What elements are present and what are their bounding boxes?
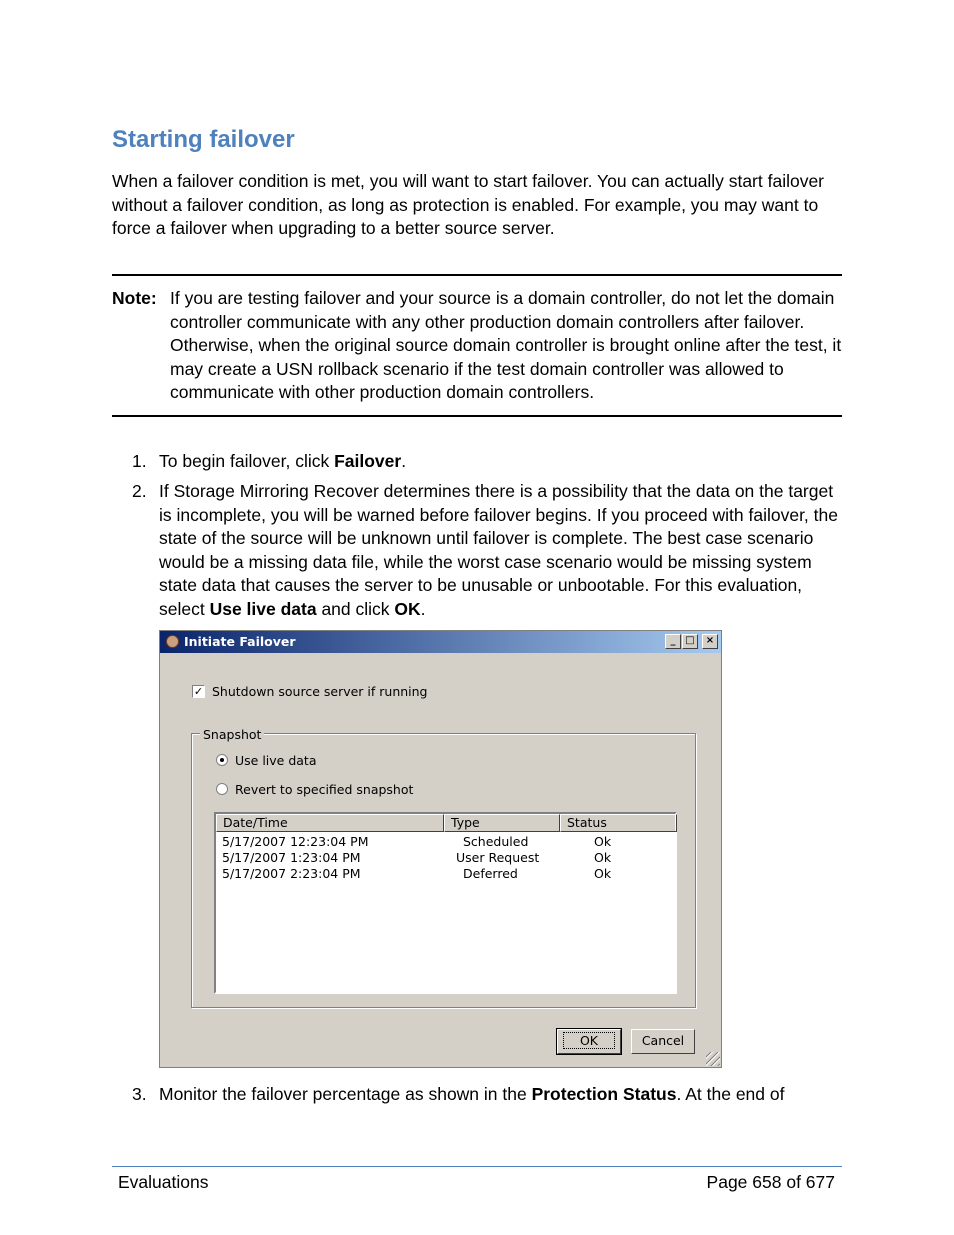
row-status: Ok xyxy=(594,866,612,881)
note-bottom-rule xyxy=(112,415,842,417)
dialog-title: Initiate Failover xyxy=(184,634,296,649)
step-2-text: If Storage Mirroring Recover determines there is a possibility that the data on the target is incomplete, you will be warned before failover begins. If you proceed with failover, the state of the source will be unknown until failover is complete. The best case scenario would be a missing data file, while the worst case scenario would be missing system state data that causes the server to be unusable or unbootable. For this evaluation, select Use live data and click OK. xyxy=(159,481,838,619)
cancel-button[interactable]: Cancel xyxy=(631,1029,695,1054)
step-3-number: 3. xyxy=(132,1084,147,1104)
shutdown-checkbox[interactable]: ✓ xyxy=(193,685,204,698)
row-datetime: 5/17/2007 2:23:04 PM xyxy=(222,866,361,881)
snapshot-list[interactable] xyxy=(214,812,677,994)
use-live-data-radio[interactable] xyxy=(216,754,228,766)
dialog-titlebar[interactable] xyxy=(160,631,721,653)
row-datetime: 5/17/2007 1:23:04 PM xyxy=(222,850,361,865)
row-type: Scheduled xyxy=(463,834,529,849)
app-icon xyxy=(166,635,179,648)
row-status: Ok xyxy=(594,834,612,849)
resize-grip-icon[interactable] xyxy=(706,1052,720,1066)
step-3-text: Monitor the failover percentage as shown in the Protection Status. At the end of xyxy=(159,1084,785,1104)
failover-link-text: Failover xyxy=(334,451,402,471)
footer-section: Evaluations xyxy=(118,1172,209,1192)
footer-page-number: Page 658 of 677 xyxy=(706,1172,835,1192)
ok-button[interactable]: OK xyxy=(557,1029,621,1054)
minimize-button[interactable]: _ xyxy=(665,634,681,649)
page-title: Starting failover xyxy=(112,126,295,153)
maximize-button[interactable]: □ xyxy=(682,634,698,649)
step-1-text: To begin failover, click Failover. xyxy=(159,451,407,471)
row-datetime: 5/17/2007 12:23:04 PM xyxy=(222,834,369,849)
step-2-number: 2. xyxy=(132,481,147,501)
use-live-data-label: Use live data xyxy=(235,753,317,768)
shutdown-checkbox-label: Shutdown source server if running xyxy=(212,684,428,699)
row-type: User Request xyxy=(456,850,540,865)
revert-snapshot-radio[interactable] xyxy=(216,783,228,795)
step-1-number: 1. xyxy=(132,451,147,471)
intro-paragraph: When a failover condition is met, you will want to start failover. You can actually start failover without a failover condition, as long as protection is enabled. For example, you may want to force a failover when upgrading to a better source server. xyxy=(112,171,825,238)
column-status[interactable]: Status xyxy=(560,814,677,832)
footer-rule xyxy=(112,1166,842,1167)
note-label: Note: xyxy=(112,288,157,308)
initiate-failover-dialog xyxy=(159,630,722,1068)
row-status: Ok xyxy=(594,850,612,865)
snapshot-list-header xyxy=(216,814,675,832)
snapshot-group-label: Snapshot xyxy=(200,727,264,742)
column-type[interactable]: Type xyxy=(444,814,560,832)
close-button[interactable]: × xyxy=(702,634,718,649)
revert-snapshot-label: Revert to specified snapshot xyxy=(235,782,414,797)
row-type: Deferred xyxy=(463,866,518,881)
note-text: If you are testing failover and your source is a domain controller, do not let the domain controller communicate with any other production domain controllers after failover. Otherwise, when the original source domain controller is brought online after the test, it may create a USN rollback scenario if the test domain controller was allowed to communicate with other production domain controllers. xyxy=(170,288,842,402)
column-date-time[interactable]: Date/Time xyxy=(216,814,444,832)
note-top-rule xyxy=(112,274,842,276)
